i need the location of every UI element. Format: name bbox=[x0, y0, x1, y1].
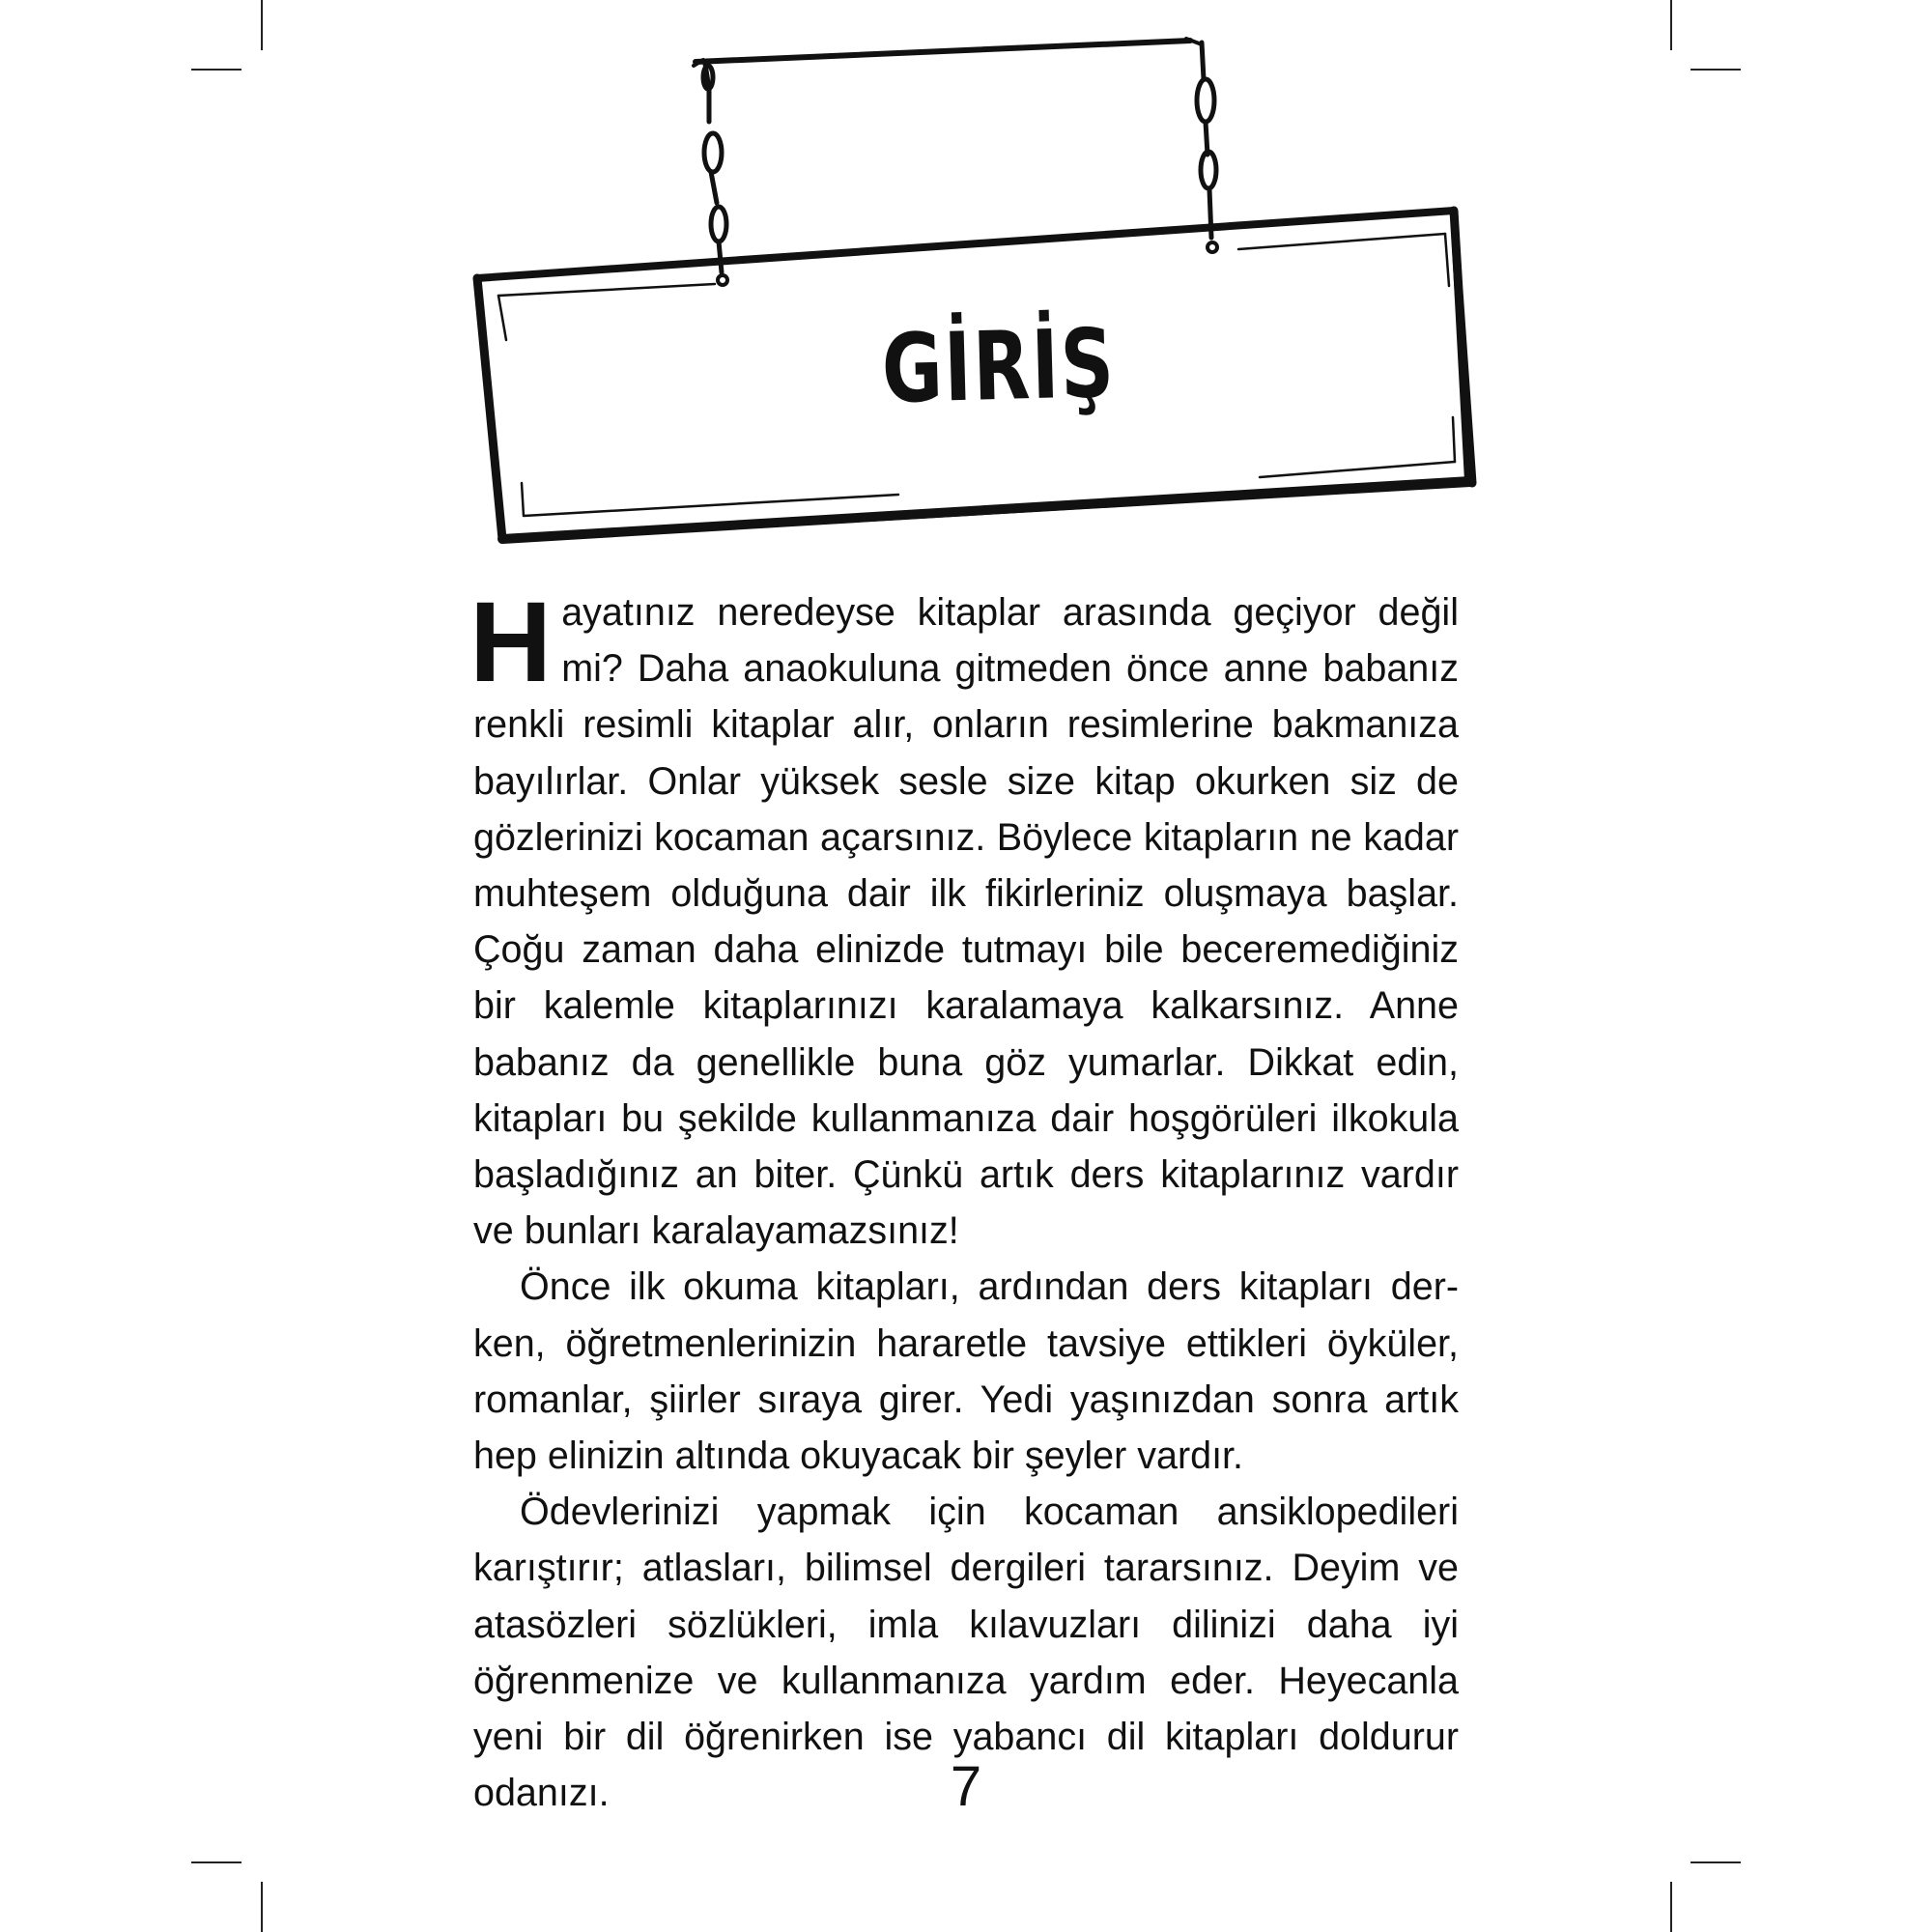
left-chain bbox=[703, 64, 727, 285]
paragraph-1-text: ayatınız neredeyse kitaplar arasında geçiyor değil mi? Daha anaokuluna gitmeden önce anne babanız renkli resimli kitaplar alır, onların resimlerine bakmanıza bayılırlar. Onlar yüksek sesle size kitap okurken siz de gözlerinizi kocaman açarsınız. Böylece kitapların ne kadar muhteşem olduğuna dair ilk fikirleriniz oluşmaya başlar. Çoğu zaman daha elinizde tutmayı bile beceremediğiniz bir kalemle kitaplarınızı karalamaya kalkarsınız. Anne babanız da genellikle buna göz yumarlar. Dikkat edin, kitapları bu şekilde kullanmanıza dair hoşgörüleri ilkokula başladığınız an biter. Çünkü artık ders kitaplarınız vardır ve bunları karalayamazsınız! bbox=[473, 591, 1459, 1253]
page-number: 7 bbox=[950, 1755, 982, 1818]
hanging-sign bbox=[0, 0, 1932, 580]
sign-drawing bbox=[0, 0, 1932, 580]
page-title: GİRİŞ bbox=[880, 308, 1117, 426]
drop-cap: H bbox=[469, 579, 553, 706]
paragraph-2: Önce ilk okuma kitapları, ardından ders kitapları derken, öğretmenlerinizin hararetle tavsiye ettikleri öyküler, romanlar, şiirler sıraya girer. Yedi yaşınızdan sonra artık hep elinizin altında okuyacak bir şeyler vardır. bbox=[473, 1265, 1459, 1478]
right-chain bbox=[1197, 43, 1217, 252]
body-text bbox=[469, 579, 1459, 1821]
paragraph-3: Ödevlerinizi yapmak için kocaman ansiklopedileri karıştırır; atlasları, bilimsel dergileri tararsınız. Deyim ve atasözleri sözlükleri, imla kılavuzları dilinizi daha iyi öğrenmenize ve kullanmanıza yardım eder. Heyecanla yeni bir dil öğrenirken ise yabancı dil kitapları doldurur odanızı. bbox=[473, 1491, 1459, 1815]
hanging-bar bbox=[696, 41, 1190, 62]
paragraph-1 bbox=[469, 579, 1459, 1259]
